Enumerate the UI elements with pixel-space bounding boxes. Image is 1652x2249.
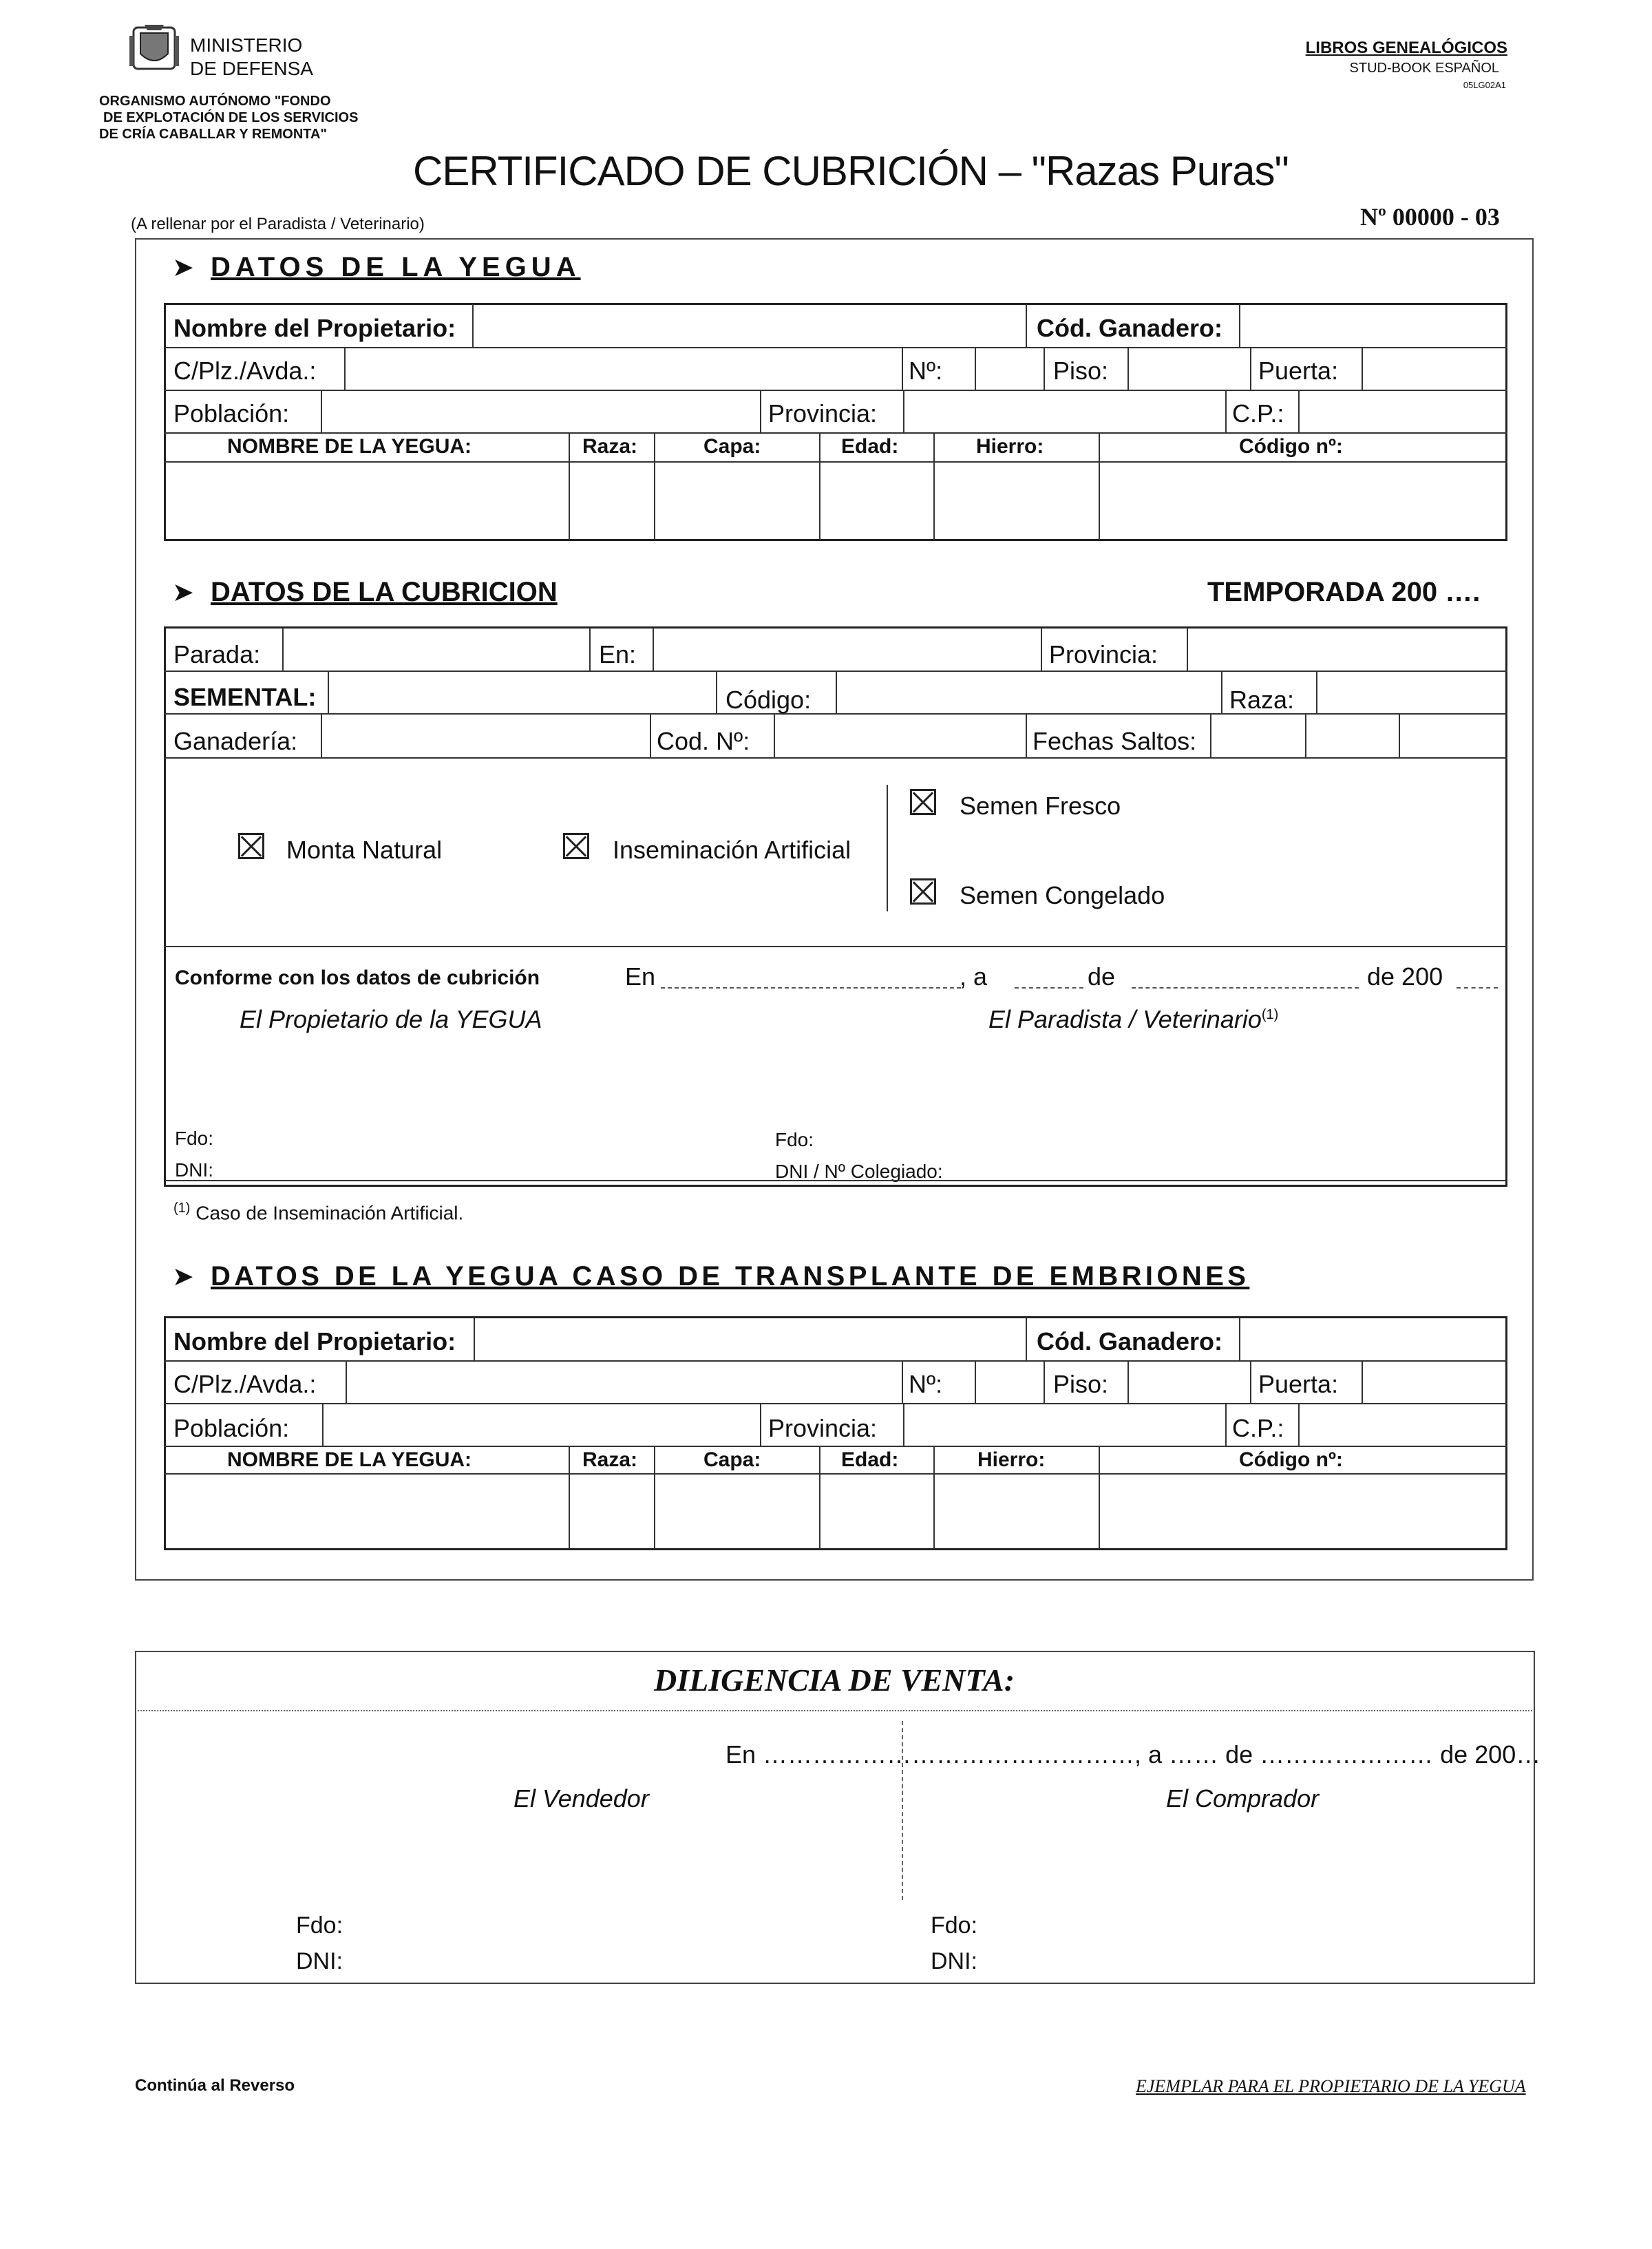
certificate-number: Nº 00000 - 03 [1360, 203, 1500, 231]
t-col-hierro: Hierro: [977, 1448, 1046, 1471]
codigo-label: Código: [726, 686, 812, 714]
conforme-a: , a [960, 962, 988, 991]
section-yegua-heading: DATOS DE LA YEGUA [211, 252, 581, 282]
t-col-codigo: Código nº: [1239, 1448, 1343, 1471]
semen-fresco-checkbox[interactable] [910, 789, 936, 815]
conforme-de: de [1088, 962, 1116, 991]
libros-genealogicos: LIBROS GENEALÓGICOS [1305, 39, 1507, 57]
semen-congelado-checkbox[interactable] [910, 878, 936, 905]
stud-book: STUD-BOOK ESPAÑOL [1349, 61, 1499, 76]
ministry-name-line1: MINISTERIO [190, 34, 303, 56]
day-field[interactable] [1015, 987, 1083, 989]
dni-label: DNI: [175, 1159, 213, 1181]
parada-label: Parada: [173, 640, 261, 668]
provincia-label: Provincia: [768, 399, 878, 427]
propietario-signature-label: El Propietario de la YEGUA [240, 1005, 542, 1033]
month-field[interactable] [1132, 987, 1359, 989]
coat-of-arms-logo [127, 23, 182, 73]
arrow-icon: ➤ [172, 1263, 194, 1291]
comprador-fdo-label: Fdo: [931, 1912, 978, 1939]
footnote: $^{(1)}$ Caso de Inseminación Artificial. [173, 1201, 464, 1224]
cp-label: C.P.: [1232, 399, 1284, 427]
org-line2: DE EXPLOTACIÓN DE LOS SERVICIOS [103, 110, 359, 125]
puerta-label: Puerta: [1258, 357, 1339, 385]
t-cod-ganadero-label: Cód. Ganadero: [1037, 1327, 1223, 1355]
direccion-field[interactable] [347, 348, 898, 388]
fill-note: (A rellenar por el Paradista / Veterinario) [131, 215, 425, 233]
piso-label: Piso: [1053, 357, 1109, 385]
cod-n-label: Cod. Nº: [657, 727, 750, 755]
t-col-capa: Capa: [703, 1448, 761, 1471]
en-label: En: [599, 640, 637, 668]
temporada-label: TEMPORADA 200 …. [1207, 577, 1481, 607]
propietario-label: Nombre del Propietario: [173, 314, 456, 342]
cod-ganadero-field[interactable] [1242, 306, 1503, 346]
fdo-label: Fdo: [175, 1128, 214, 1149]
place-field[interactable] [661, 987, 961, 989]
t-provincia-label: Provincia: [768, 1414, 878, 1442]
continua-reverso: Continúa al Reverso [135, 2076, 295, 2095]
paradista-signature-label: El Paradista / Veterinario$^{(1)}$ [988, 1005, 1279, 1033]
propietario-field[interactable] [475, 306, 1026, 346]
semen-congelado-label: Semen Congelado [960, 881, 1165, 909]
fechas-saltos-label: Fechas Saltos: [1032, 727, 1197, 755]
vendedor-fdo-label: Fdo: [296, 1912, 343, 1939]
monta-natural-checkbox[interactable] [238, 833, 264, 859]
semen-fresco-label: Semen Fresco [960, 792, 1121, 820]
year-field[interactable] [1457, 987, 1498, 989]
page-title: CERTIFICADO DE CUBRICIÓN – "Razas Puras" [413, 148, 1289, 194]
t-puerta-label: Puerta: [1258, 1370, 1339, 1398]
arrow-icon: ➤ [172, 578, 194, 607]
raza-label: Raza: [1229, 686, 1295, 714]
t-propietario-label: Nombre del Propietario: [173, 1327, 456, 1355]
venta-place-date[interactable]: En ………………………………………, a …… de ………………… de 200… [726, 1740, 1541, 1768]
monta-natural-label: Monta Natural [286, 836, 443, 864]
inseminacion-checkbox[interactable] [563, 833, 589, 859]
dni-colegiado-label: DNI / Nº Colegiado: [775, 1161, 943, 1182]
col-hierro: Hierro: [976, 435, 1044, 458]
transplante-data-row[interactable] [167, 1476, 1505, 1548]
comprador-label: El Comprador [1166, 1784, 1320, 1813]
cubricion-provincia-label: Provincia: [1049, 640, 1158, 668]
numero-label: Nº: [909, 357, 943, 385]
t-direccion-label: C/Plz./Avda.: [173, 1370, 317, 1398]
t-poblacion-label: Población: [173, 1414, 290, 1442]
t-col-nombre-yegua: NOMBRE DE LA YEGUA: [227, 1448, 472, 1471]
col-capa: Capa: [703, 435, 761, 458]
venta-box [135, 1651, 1535, 1984]
t-numero-label: Nº: [909, 1370, 943, 1398]
venta-title: DILIGENCIA DE VENTA: [654, 1662, 1015, 1698]
section-transplante-heading: DATOS DE LA YEGUA CASO DE TRANSPLANTE DE EMBRIONES [211, 1261, 1250, 1291]
col-nombre-yegua: NOMBRE DE LA YEGUA: [227, 435, 472, 458]
org-line1: ORGANISMO AUTÓNOMO "FONDO [99, 94, 331, 109]
conforme-en: En [625, 962, 656, 991]
ministry-name-line2: DE DEFENSA [190, 58, 313, 79]
conforme-de200: de 200 [1367, 962, 1443, 991]
t-col-raza: Raza: [582, 1448, 638, 1471]
vendedor-label: El Vendedor [513, 1784, 649, 1813]
vendedor-dni-label: DNI: [296, 1948, 343, 1974]
ejemplar-propietario: EJEMPLAR PARA EL PROPIETARIO DE LA YEGUA [1136, 2076, 1526, 2096]
semental-label: SEMENTAL: [173, 683, 317, 711]
col-raza: Raza: [582, 435, 638, 458]
col-codigo: Código nº: [1239, 435, 1343, 458]
org-line3: DE CRÍA CABALLAR Y REMONTA" [99, 127, 327, 142]
arrow-icon: ➤ [172, 253, 194, 282]
t-col-edad: Edad: [841, 1448, 899, 1471]
comprador-dni-label: DNI: [931, 1948, 977, 1974]
form-code: 05LG02A1 [1463, 80, 1506, 90]
t-cp-label: C.P.: [1232, 1414, 1284, 1442]
cod-ganadero-label: Cód. Ganadero: [1037, 314, 1223, 342]
ganaderia-label: Ganadería: [173, 727, 298, 755]
poblacion-label: Población: [173, 399, 290, 427]
direccion-label: C/Plz./Avda.: [173, 357, 317, 385]
conforme-label: Conforme con los datos de cubrición [175, 967, 540, 989]
yegua-data-row[interactable] [167, 464, 1505, 538]
fdo-paradista-label: Fdo: [775, 1129, 814, 1150]
t-piso-label: Piso: [1053, 1370, 1109, 1398]
col-edad: Edad: [841, 435, 899, 458]
section-cubricion-heading: DATOS DE LA CUBRICION [211, 577, 558, 607]
inseminacion-label: Inseminación Artificial [613, 836, 851, 864]
